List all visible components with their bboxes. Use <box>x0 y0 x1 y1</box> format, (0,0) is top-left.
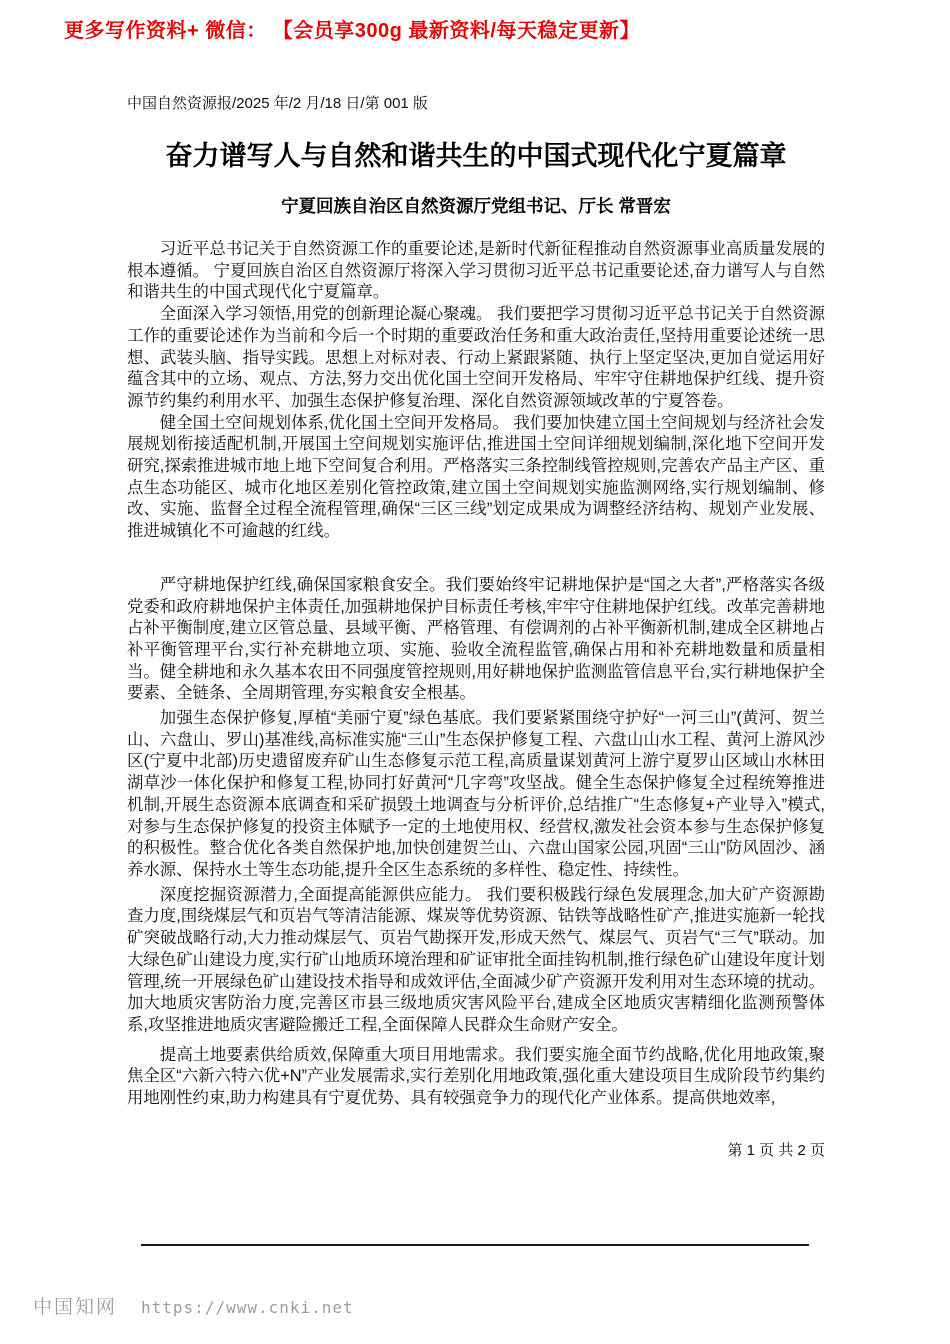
cnki-site-name: 中国知网 <box>33 1297 118 1318</box>
article-title: 奋力谱写人与自然和谐共生的中国式现代化宁夏篇章 <box>165 141 787 171</box>
cnki-url-link[interactable]: https://www.cnki.net <box>141 1298 354 1317</box>
article-body <box>127 239 825 1110</box>
paragraph-4: 严守耕地保护红线,确保国家粮食安全。我们要始终牢记耕地保护是“国之大者”,严格落实各级党委和政府耕地保护主体责任,加强耕地保护目标责任考核,牢牢守住耕地保护红线。改革完善耕地占补平衡制度,建立区管总量、县域平衡、严格管理、有偿调剂的占补平衡新机制,建成全区耕地占补平衡管理平台,实行补充耕地立项、实施、验收全流程监管,确保占用和补充耕地数量和质量相当。健全耕地和永久基本农田不同强度管控规则,用好耕地保护监测监管信息平台,实行耕地保护全要素、全链条、全周期管理,夯实粮食安全根基。 <box>127 575 825 703</box>
promo-banner-text: 更多写作资料+ 微信： 【会员享300g 最新资料/每天稳定更新】 <box>64 20 640 42</box>
paragraph-3: 健全国土空间规划体系,优化国土空间开发格局。 我们要加快建立国土空间规划与经济社会发展规划衔接适配机制,开展国土空间规划实施评估,推进国土空间详细规划编制,深化地下空间开发研究,探索推进城市地上地下空间复合利用。严格落实三条控制线管控规则,完善农产品主产区、重点生态功能区、城市化地区差别化管控政策,建立国土空间规划实施监测网络,实行规划编制、修改、实施、监督全过程全流程管理,确保“三区三线”划定成果成为调整经济结构、规划产业发展、推进城镇化不可逾越的红线。 <box>127 413 825 541</box>
source-line: 中国自然资源报/2025 年/2 月/18 日/第 001 版 <box>127 95 428 112</box>
paragraph-1: 习近平总书记关于自然资源工作的重要论述,是新时代新征程推动自然资源事业高质量发展的根本遵循。 宁夏回族自治区自然资源厅将深入学习贯彻习近平总书记重要论述,奋力谱写人与自然和谐共生的中国式现代化宁夏篇章。 <box>127 240 825 302</box>
cnki-watermark <box>33 1292 354 1319</box>
paragraph-7: 提高土地要素供给质效,保障重大项目用地需求。我们要实施全面节约战略,优化用地政策,聚焦全区“六新六特六优+N”产业发展需求,实行差别化用地政策,强化重大建设项目生成阶段节约集约用地刚性约束,助力构建具有宁夏优势、具有较强竞争力的现代化产业体系。提高供地效率, <box>127 1045 825 1108</box>
author-line: 宁夏回族自治区自然资源厅党组书记、厅长 常晋宏 <box>281 196 671 216</box>
page-number: 第 1 页 共 2 页 <box>727 1142 825 1159</box>
footer-divider <box>141 1244 809 1246</box>
paragraph-6: 深度挖掘资源潜力,全面提高能源供应能力。 我们要积极践行绿色发展理念,加大矿产资源勘查力度,围绕煤层气和页岩气等清洁能源、煤炭等优势资源、钴铁等战略性矿产,推进实施新一轮找矿突破战略行动,大力推动煤层气、页岩气勘探开发,形成天然气、煤层气、页岩气“三气”联动。加大绿色矿山建设力度,实行矿山地质环境治理和矿证审批全面挂钩机制,推行绿色矿山建设年度计划管理,统一开展绿色矿山建设技术指导和成效评估,全面减少矿产资源开发利用对生态环境的扰动。加大地质灾害防治力度,完善区市县三级地质灾害风险平台,建成全区地质灾害精细化监测预警体系,攻坚推进地质灾害避险搬迁工程,全面保障人民群众生命财产安全。 <box>127 885 825 1034</box>
paragraph-5: 加强生态保护修复,厚植“美丽宁夏”绿色基底。我们要紧紧围绕守护好“一河三山”(黄河、贺兰山、六盘山、罗山)基准线,高标准实施“三山”生态保护修复工程、六盘山山水工程、黄河上游风沙区(宁夏中北部)历史遗留废弃矿山生态修复示范工程,高质量谋划黄河上游宁夏罗山区域山水林田湖草沙一体化保护和修复工程,协同打好黄河“几字弯”攻坚战。健全生态保护修复全过程统筹推进机制,开展生态资源本底调查和采矿损毁土地调查与分析评价,总结推广“生态修复+产业导入”模式,对参与生态保护修复的投资主体赋予一定的土地使用权、经营权,激发社会资本参与生态保护修复的积极性。整合优化各类自然保护地,加快创建贺兰山、六盘山国家公园,巩固“三山”防风固沙、涵养水源、保持水土等生态功能,提升全区生态系统的多样性、稳定性、持续性。 <box>127 709 825 879</box>
paragraph-2: 全面深入学习领悟,用党的创新理论凝心聚魂。 我们要把学习贯彻习近平总书记关于自然资源工作的重要论述作为当前和今后一个时期的重要政治任务和重大政治责任,坚持用重要论述统一思想、武装头脑、指导实践。思想上对标对表、行动上紧跟紧随、执行上坚定坚决,更加自觉运用好蕴含其中的立场、观点、方法,努力交出优化国土空间开发格局、牢牢守住耕地保护红线、提升资源节约集约利用水平、加强生态保护修复治理、深化自然资源领域改革的宁夏答卷。 <box>127 305 825 410</box>
